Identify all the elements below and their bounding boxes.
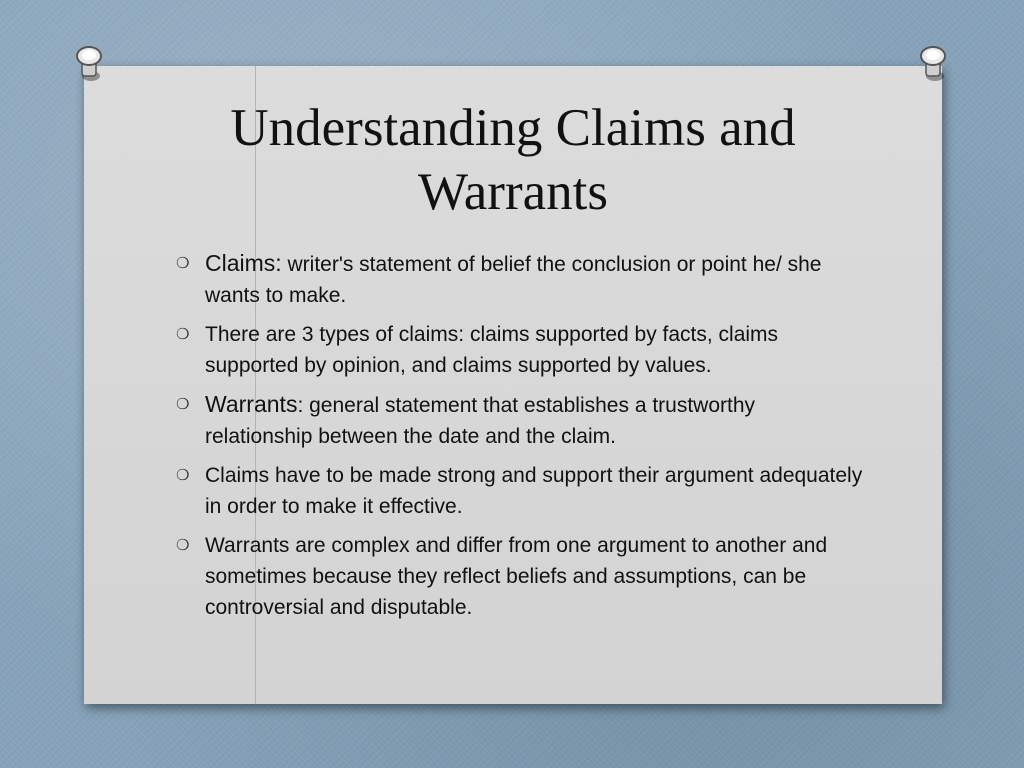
bullet-text: : general statement that establishes a trustworthy relationship between the date and the claim. (205, 394, 756, 448)
slide-title (84, 96, 942, 224)
circle-bullet-icon: ❍ (176, 467, 190, 484)
push-pin-right-icon (914, 42, 952, 84)
bullet-text: There are 3 types of claims: claims supported by facts, claims supported by opinion, and claims supported by values. (205, 323, 779, 377)
bullet-item-claims (176, 248, 866, 311)
slide-title-line-2: Warrants (418, 163, 608, 221)
bullet-list (176, 248, 866, 631)
bullet-item-complex-warrants (176, 530, 866, 623)
bullet-text: writer's statement of belief the conclusion or point he/ she wants to make. (205, 253, 822, 307)
push-pin-left-icon (70, 42, 108, 84)
circle-bullet-icon: ❍ (176, 537, 190, 554)
circle-bullet-icon: ❍ (176, 326, 190, 343)
bullet-text: Claims have to be made strong and support their argument adequately in order to make it effective. (205, 464, 863, 518)
bullet-item-warrants (176, 389, 866, 452)
circle-bullet-icon: ❍ (176, 396, 190, 413)
slide-title-line-1: Understanding Claims and (230, 99, 796, 157)
circle-bullet-icon: ❍ (176, 255, 190, 272)
bullet-text: Warrants are complex and differ from one argument to another and sometimes because they reflect beliefs and assumptions, can be controversial and disputable. (205, 534, 828, 619)
bullet-term: Warrants (205, 391, 298, 417)
bullet-item-strong-claims (176, 460, 866, 522)
bullet-item-types-of-claims (176, 319, 866, 381)
bullet-term: Claims: (205, 250, 282, 276)
